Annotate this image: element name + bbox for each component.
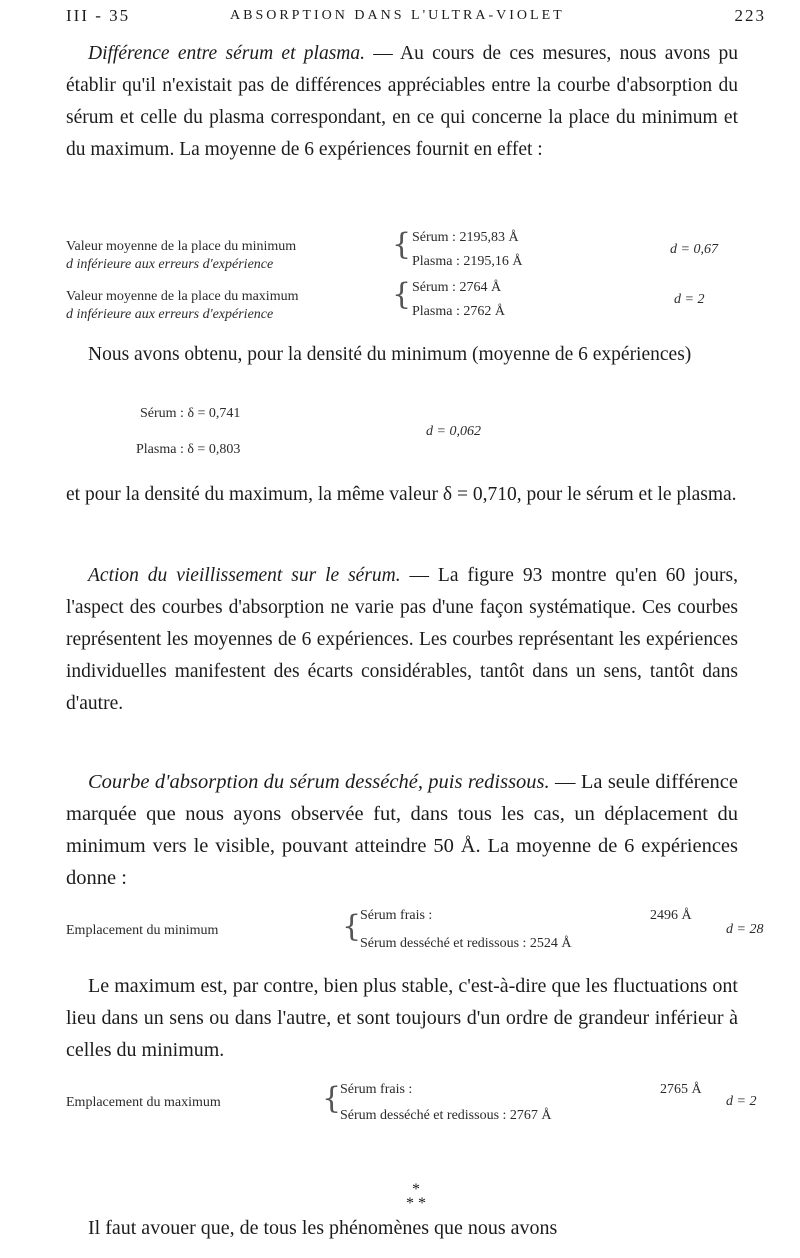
max-serum-value: Sérum : 2764 Å	[412, 280, 502, 295]
min-serum-value: Sérum : 2195,83 Å	[412, 230, 519, 245]
maximum-fresh-serum-value: 2765 Å	[660, 1082, 702, 1097]
paragraph-dried-serum	[66, 766, 738, 894]
max-difference: d = 2	[674, 292, 705, 307]
asterisk-bottom: * *	[406, 1195, 426, 1212]
section-separator	[406, 1183, 426, 1211]
paragraph-ageing	[66, 560, 738, 720]
page-number: 223	[734, 6, 766, 25]
paragraph-density-minimum: Nous avons obtenu, pour la densité du minimum (moyenne de 6 expériences)	[88, 344, 692, 365]
paragraph-final: Il faut avouer que, de tous les phénomènes que nous avons	[88, 1217, 558, 1239]
brace-icon: {	[322, 1081, 342, 1116]
paragraph-serum-vs-plasma	[66, 38, 738, 166]
table-density	[66, 406, 746, 466]
maximum-dried-serum: Sérum desséché et redissous : 2767 Å	[340, 1108, 552, 1123]
paragraph-heading: Action du vieillissement sur le sérum.	[88, 565, 401, 586]
minimum-fresh-serum: Sérum frais :	[360, 908, 433, 923]
brace-icon: {	[392, 277, 412, 312]
asterisk-top: *	[412, 1181, 420, 1198]
minimum-dried-serum: Sérum desséché et redissous : 2524 Å	[360, 936, 572, 951]
density-difference: d = 0,062	[426, 424, 481, 439]
paragraph-maximum-stable: Le maximum est, par contre, bien plus stable, c'est-à-dire que les fluctuations ont lieu dans un sens ou dans l'autre, et sont toujours d'un ordre de grandeur inférieur à celles du minimum.	[66, 975, 738, 1061]
running-header	[66, 6, 766, 36]
min-difference: d = 0,67	[670, 242, 718, 257]
density-serum: Sérum : δ = 0,741	[140, 406, 241, 421]
paragraph-text: — La seule différence marquée que nous ayons observée fut, dans tous les cas, un déplacement du minimum vers le visible, pouvant atteindre 50 Å. La moyenne de 6 expériences donne :	[66, 771, 738, 889]
table-serum-plasma-positions	[66, 228, 746, 328]
max-plasma-value: Plasma : 2762 Å	[412, 304, 505, 319]
minimum-fresh-serum-value: 2496 Å	[650, 908, 692, 923]
paragraph-heading: Différence entre sérum et plasma.	[88, 43, 366, 64]
paragraph-density-maximum: et pour la densité du maximum, la même valeur δ = 0,710, pour le sérum et le plasma.	[66, 484, 737, 505]
brace-icon: {	[342, 909, 362, 944]
max-label-1: Valeur moyenne de la place du maximum	[66, 289, 299, 304]
min-label-2: d inférieure aux erreurs d'expérience	[66, 257, 274, 272]
maximum-label: Emplacement du maximum	[66, 1095, 221, 1110]
max-label-2: d inférieure aux erreurs d'expérience	[66, 307, 274, 322]
paragraph-heading: Courbe d'absorption du sérum desséché, puis redissous.	[88, 771, 550, 793]
table-minimum-shift	[66, 908, 764, 958]
minimum-label: Emplacement du minimum	[66, 923, 219, 938]
running-title: ABSORPTION DANS L'ULTRA-VIOLET	[230, 8, 565, 23]
section-number: III - 35	[66, 6, 131, 25]
maximum-difference: d = 2	[726, 1094, 757, 1109]
table-maximum-shift	[66, 1081, 757, 1132]
density-plasma: Plasma : δ = 0,803	[136, 442, 241, 457]
min-plasma-value: Plasma : 2195,16 Å	[412, 254, 523, 269]
paragraph-text: — La figure 93 montre qu'en 60 jours, l'aspect des courbes d'absorption ne varie pas d'une façon systématique. Ces courbes représentent les moyennes de 6 expériences. Les courbes représentant les expériences individuelles manifestent des écarts considérables, tantôt dans un sens, tantôt dans d'autre.	[66, 565, 739, 714]
brace-icon: {	[392, 227, 412, 262]
maximum-fresh-serum: Sérum frais :	[340, 1082, 413, 1097]
paragraph-text: — Au cours de ces mesures, nous avons pu établir qu'il n'existait pas de différences appréciables entre la courbe d'absorption du sérum et celle du plasma correspondant, en ce qui concerne la place du minimum et du maximum. La moyenne de 6 expériences fournit en effet :	[66, 43, 738, 160]
min-label-1: Valeur moyenne de la place du minimum	[66, 239, 297, 254]
minimum-difference: d = 28	[726, 922, 764, 937]
